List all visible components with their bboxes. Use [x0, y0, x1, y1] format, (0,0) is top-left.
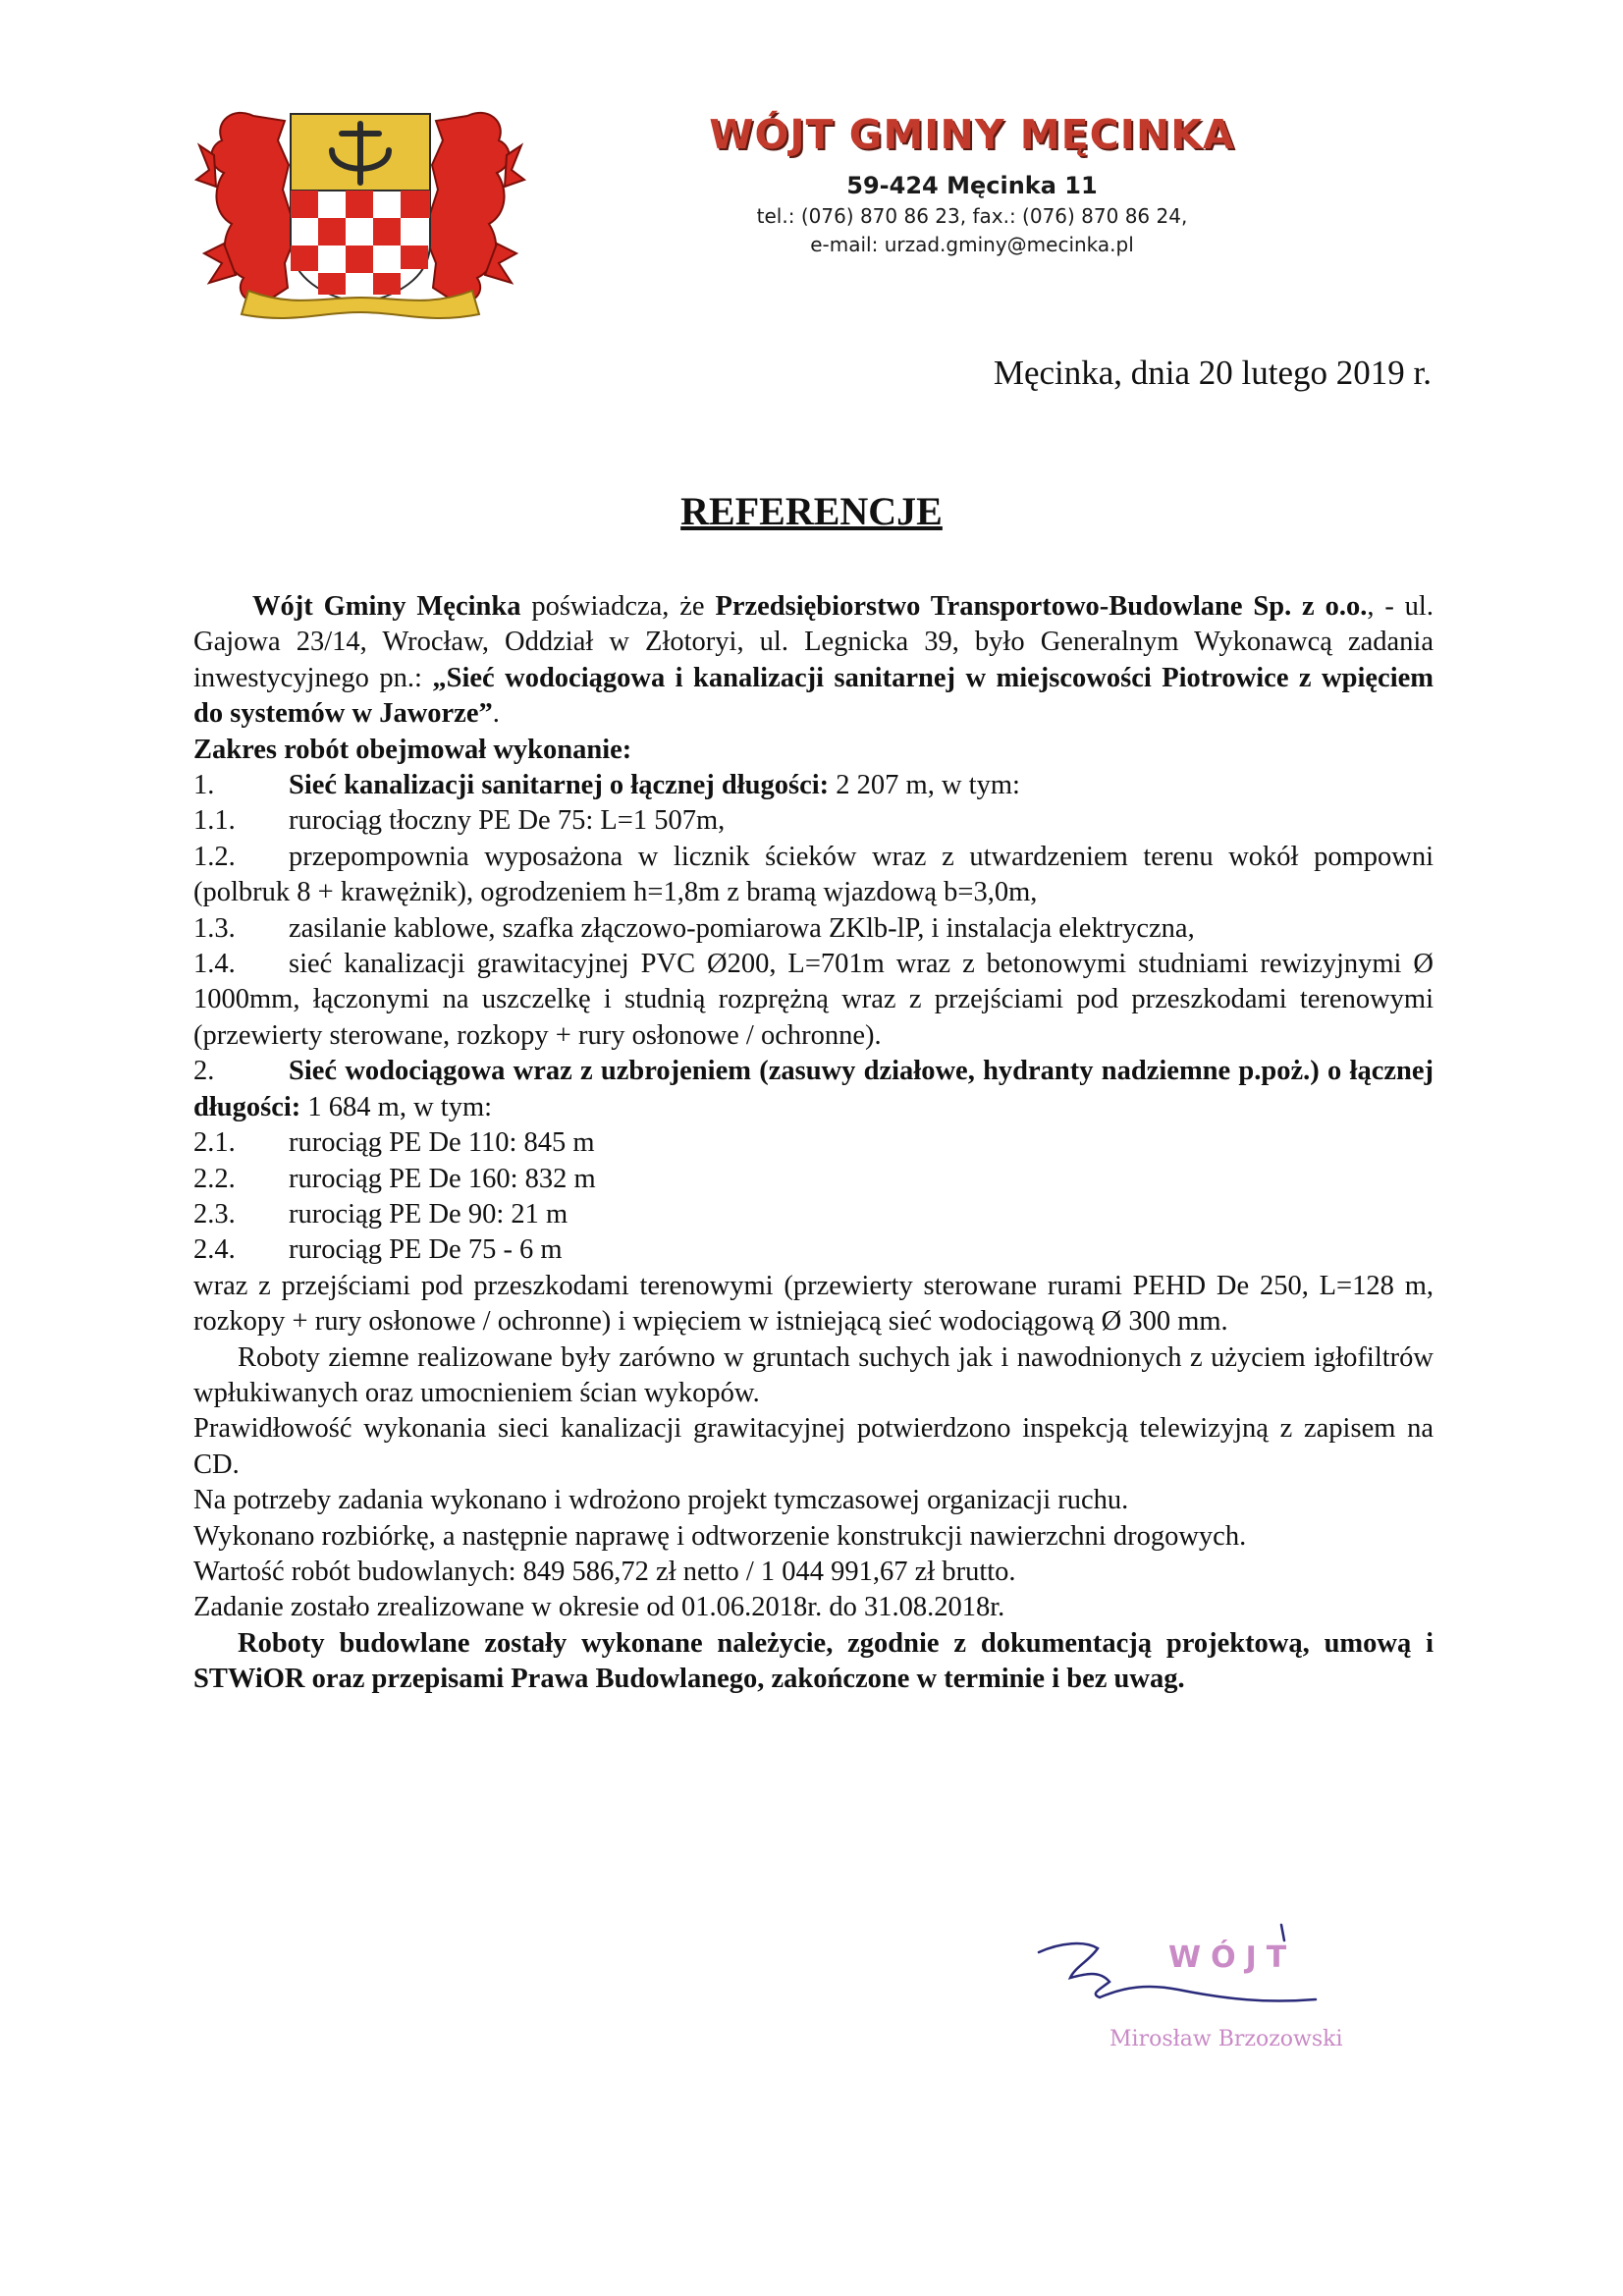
section-2-heading: 2. Sieć wodociągowa wraz z uzbrojeniem (zasuwy działowe, hydranty nadziemne p.poż.) o łącznej długości: 1 684 m, w tym: — [193, 1056, 1434, 1122]
intro-paragraph: Wójt Gminy Męcinka poświadcza, że Przedsiębiorstwo Transportowo-Budowlane Sp. z o.o., - ul. Gajowa 23/14, Wrocław, Oddział w Złotoryi, ul. Legnicka 39, było Generalnym Wykonawcą zadania inwestycyjnego pn.: „Sieć wodociągowa i kanalizacji sanitarnej w miejscowości Piotrowice z wpięciem do systemów w Jaworze”. — [193, 591, 1434, 730]
signature-stamp — [1031, 1913, 1384, 2060]
document-title: REFERENCJE — [680, 489, 943, 533]
letterhead-phone: tel.: (076) 870 86 23, fax.: (076) 870 86 24, — [756, 204, 1188, 228]
letterhead — [628, 110, 1316, 259]
closing-paragraph: Roboty budowlane zostały wykonane należycie, zgodnie z dokumentacją projektową, umową i STWiOR oraz przepisami Prawa Budowlanego, zakończone w terminie i bez uwag. — [193, 1627, 1434, 1695]
intro-company: Przedsiębiorstwo Transportowo-Budowlane Sp. z o.o. — [715, 591, 1368, 622]
list-item: 1.4. sieć kanalizacji grawitacyjnej PVC Ø200, L=701m wraz z betonowymi studniami rewizyjnymi Ø 1000mm, łączonymi na uszczelkę i studnią rozprężną wraz z przejściami pod przeszkodami terenowymi (przewierty sterowane, rozkopy + rury osłonowe / ochronne). — [193, 949, 1434, 1051]
list-item: 2.2. rurociąg PE De 160: 832 m — [193, 1163, 596, 1194]
paragraph: Na potrzeby zadania wykonano i wdrożono projekt tymczasowej organizacji ruchu. — [193, 1485, 1129, 1516]
letterhead-title: WÓJT GMINY MĘCINKA — [709, 111, 1235, 158]
list-item: 2.3. rurociąg PE De 90: 21 m — [193, 1198, 568, 1230]
scope-heading: Zakres robót obejmował wykonanie: — [193, 734, 632, 765]
list-item: 1.3. zasilanie kablowe, szafka złączowo-pomiarowa ZKlb-lP, i instalacja elektryczna, — [193, 912, 1195, 944]
paragraph: Zadanie zostało zrealizowane w okresie od 01.06.2018r. do 31.08.2018r. — [193, 1592, 1005, 1623]
letterhead-address: 59-424 Męcinka 11 — [846, 172, 1098, 199]
section-2-after: wraz z przejściami pod przeszkodami terenowymi (przewierty sterowane rurami PEHD De 250, L=128 m, rozkopy + rury osłonowe / ochronne) i wpięciem w istniejącą sieć wodociągową Ø 300 mm. — [193, 1270, 1434, 1338]
list-item: 2.1. rurociąg PE De 110: 845 m — [193, 1127, 595, 1159]
intro-task: „Sieć wodociągowa i kanalizacji sanitarnej w miejscowości Piotrowice z wpięciem do systemów w Jaworze” — [193, 662, 1434, 730]
paragraph: Wykonano rozbiórkę, a następnie naprawę i odtworzenie konstrukcji nawierzchni drogowych. — [193, 1520, 1247, 1552]
left-lion-icon — [196, 113, 293, 302]
letterhead-email: e-mail: urzad.gminy@mecinka.pl — [810, 233, 1134, 256]
shield-icon — [291, 114, 430, 302]
list-item: 1.1. rurociąg tłoczny PE De 75: L=1 507m, — [193, 805, 726, 837]
intro-subject: Wójt Gminy Męcinka — [252, 591, 521, 622]
list-item: 2.4. rurociąg PE De 75 - 6 m — [193, 1234, 563, 1266]
list-item: 1.2. przepompownia wyposażona w licznik ścieków wraz z utwardzeniem terenu wokół pompowni (polbruk 8 + krawężnik), ogrodzeniem h=1,8m z bramą wjazdową b=3,0m, — [193, 841, 1434, 908]
section-1-heading: 1. Sieć kanalizacji sanitarnej o łącznej długości: 2 207 m, w tym: — [193, 770, 1020, 801]
paragraph: Prawidłowość wykonania sieci kanalizacji grawitacyjnej potwierdzono inspekcją telewizyjną z zapisem na CD. — [193, 1413, 1434, 1480]
coat-of-arms-logo — [194, 96, 526, 322]
document-body — [193, 589, 1434, 1698]
right-lion-icon — [428, 113, 524, 302]
paragraph: Wartość robót budowlanych: 849 586,72 zł netto / 1 044 991,67 zł brutto. — [193, 1556, 1016, 1587]
paragraph: Roboty ziemne realizowane były zarówno w gruntach suchych jak i nawodnionych z użyciem igłofiltrów wpłukiwanych oraz umocnieniem ścian wykopów. — [193, 1341, 1434, 1408]
stamp-name: Mirosław Brzozowski — [1109, 2027, 1343, 2051]
stamp-title: WÓJT — [1168, 1941, 1297, 1975]
document-date: Męcinka, dnia 20 lutego 2019 r. — [993, 354, 1432, 392]
